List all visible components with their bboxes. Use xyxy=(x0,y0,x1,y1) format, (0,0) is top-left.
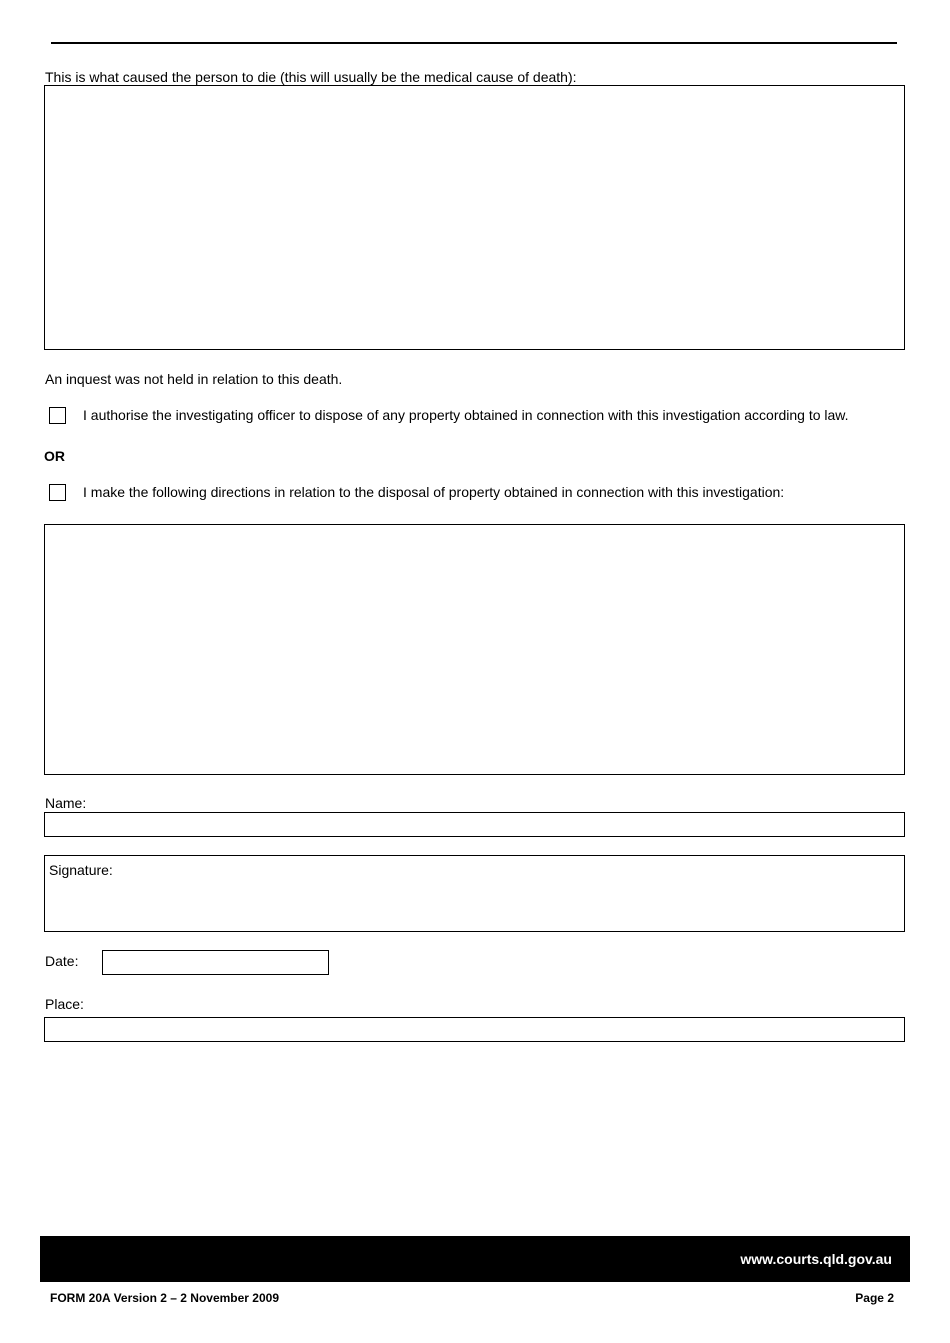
disposal-directions-checkbox[interactable] xyxy=(49,484,66,501)
footer-bar xyxy=(40,1236,910,1282)
page-number: Page 2 xyxy=(855,1291,894,1305)
place-label: Place: xyxy=(45,996,84,1012)
date-label: Date: xyxy=(45,953,79,969)
disposal-directions-label: I make the following directions in relation to the disposal of property obtained in connection with this investigation: xyxy=(83,484,785,500)
date-field[interactable] xyxy=(102,950,329,975)
authorise-disposal-label: I authorise the investigating officer to dispose of any property obtained in connection with this investigation according to law. xyxy=(83,407,849,423)
top-rule xyxy=(51,42,897,44)
authorise-disposal-checkbox[interactable] xyxy=(49,407,66,424)
name-label: Name: xyxy=(45,795,87,811)
name-field[interactable] xyxy=(44,812,905,837)
or-label: OR xyxy=(44,448,65,464)
form-version: FORM 20A Version 2 – 2 November 2009 xyxy=(50,1291,279,1305)
cause-of-death-field[interactable] xyxy=(44,85,905,350)
signature-label: Signature: xyxy=(49,862,113,878)
footer-website-url[interactable]: www.courts.qld.gov.au xyxy=(740,1251,892,1267)
inquest-statement: An inquest was not held in relation to this death. xyxy=(45,371,343,387)
disposal-directions-field[interactable] xyxy=(44,524,905,775)
signature-field[interactable] xyxy=(44,855,905,932)
place-field[interactable] xyxy=(44,1017,905,1042)
cause-of-death-label: This is what caused the person to die (this will usually be the medical cause of death): xyxy=(45,69,577,85)
